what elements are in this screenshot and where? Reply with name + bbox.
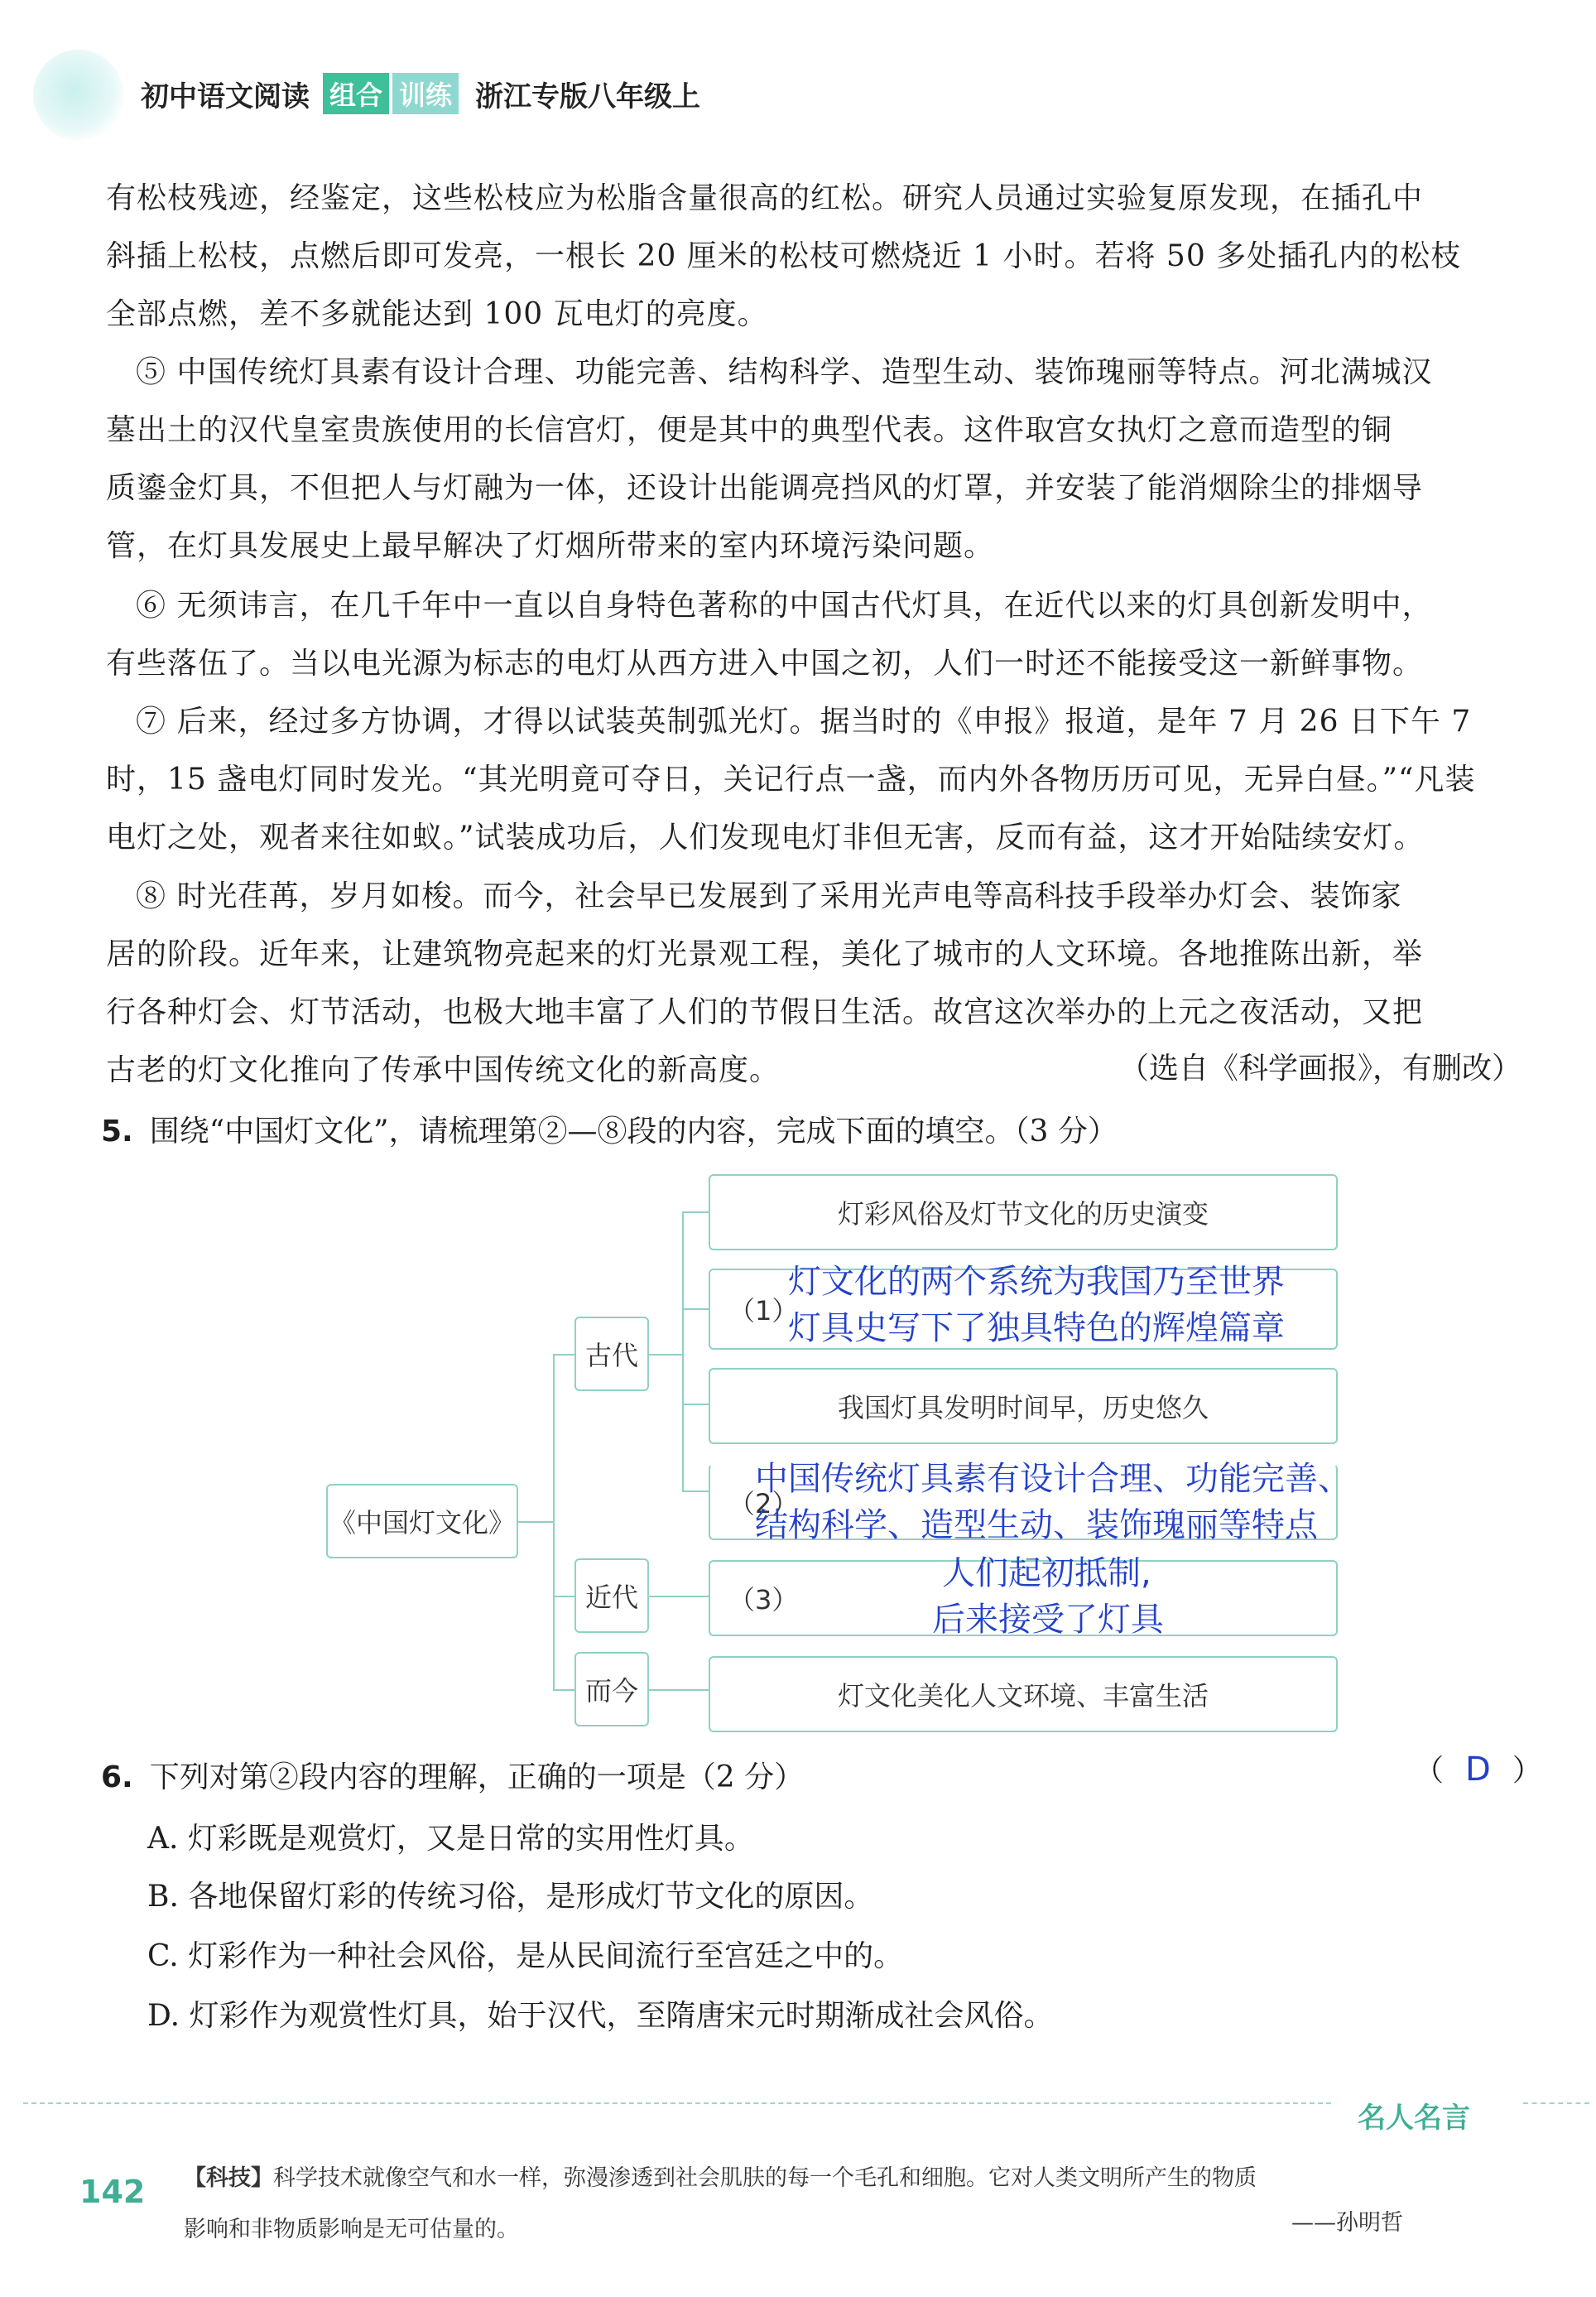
answer-line: 后来接受了灯具 [932, 1601, 1164, 1639]
paragraph-5 [106, 344, 1523, 575]
connector [682, 1404, 710, 1405]
text-line: ⑦ 后来，经过多方协调，才得以试装英制弧光灯。据当时的《申报》报道，是年 7 月 26 日下午 7 [136, 705, 1472, 739]
answer-line: 灯具史写下了独具特色的辉煌篇章 [788, 1309, 1285, 1347]
question-number: 5. [101, 1115, 133, 1148]
page-number: 142 [79, 2174, 146, 2210]
map-root [326, 1484, 518, 1558]
handwritten-answer-2 [755, 1456, 1351, 1548]
era-ancient [574, 1317, 649, 1391]
question-number: 6. [101, 1760, 133, 1794]
option-c[interactable]: C. 灯彩作为一种社会风俗，是从民间流行至宫廷之中的。 [147, 1939, 904, 1973]
answer-parentheses [1414, 1747, 1542, 1789]
connector [682, 1211, 710, 1213]
title-tag-training: 训练 [392, 73, 459, 114]
question-text: 下列对第②段内容的理解，正确的一项是（2 分） [149, 1760, 805, 1794]
blank-label: （2） [728, 1488, 799, 1519]
paren-open: （ [1414, 1754, 1445, 1788]
leaf-text: 灯彩风俗及灯节文化的历史演变 [837, 1198, 1209, 1230]
text-line: 居的阶段。近年来，让建筑物亮起来的灯光景观工程，美化了城市的人文环境。各地推陈出新，举 [106, 937, 1424, 971]
leaf-box-1 [709, 1174, 1338, 1250]
answer-line: 灯文化的两个系统为我国乃至世界 [788, 1263, 1285, 1301]
era-label: 而今 [584, 1675, 638, 1707]
era-label: 近代 [584, 1582, 638, 1613]
text-line: ⑥ 无须讳言，在几千年中一直以自身特色著称的中国古代灯具，在近代以来的灯具创新发明中， [136, 589, 1433, 623]
text-line: 有些落伍了。当以电光源为标志的电灯从西方进入中国之初，人们一时还不能接受这一新鲜事物。 [106, 647, 1424, 681]
connector [553, 1354, 555, 1690]
leaf-text: 灯文化美化人文环境、丰富生活 [837, 1680, 1209, 1712]
option-a[interactable]: A. 灯彩既是观赏灯，又是日常的实用性灯具。 [147, 1822, 754, 1856]
book-title [141, 73, 700, 114]
quote-keyword: 【科技】 [184, 2165, 273, 2191]
famous-quote [184, 2153, 1416, 2256]
blank-label: （1） [728, 1295, 799, 1327]
leaf-box-3 [709, 1368, 1338, 1444]
paragraph-6 [106, 577, 1523, 693]
text-line: 全部点燃，差不多就能达到 100 瓦电灯的亮度。 [106, 297, 768, 331]
quote-text: 影响和非物质影响是无可估量的。 [184, 2217, 519, 2242]
question-text: 围绕“中国灯文化”，请梳理第②—⑧段的内容，完成下面的填空。（3 分） [149, 1115, 1118, 1148]
famous-quote-tag: 名人名言 [1358, 2102, 1470, 2135]
title-tag-combo: 组合 [323, 73, 389, 114]
text-line: 管，在灯具发展史上最早解决了灯烟所带来的室内环境污染问题。 [106, 529, 995, 563]
passage-source: （选自《科学画报》，有删改） [1118, 1052, 1521, 1086]
book-name: 初中语文阅读 [141, 79, 310, 113]
text-line: ⑤ 中国传统灯具素有设计合理、功能完善、结构科学、造型生动、装饰瑰丽等特点。河北满城汉 [136, 355, 1433, 389]
text-line: 有松枝残迹，经鉴定，这些松枝应为松脂含量很高的红松。研究人员通过实验复原发现，在插孔中 [106, 181, 1424, 215]
option-b[interactable]: B. 各地保留灯彩的传统习俗，是形成灯节文化的原因。 [147, 1880, 874, 1914]
footer-divider [1523, 2102, 1589, 2104]
text-line: 电灯之处，观者来往如蚁。”试装成功后，人们发现电灯非但无害，反而有益，这才开始陆续安灯。 [106, 821, 1425, 855]
text-line: 行各种灯会、灯节活动，也极大地丰富了人们的节假日生活。故宫这次举办的上元之夜活动，又把 [106, 995, 1424, 1029]
answer-line: 结构科学、造型生动、装饰瑰丽等特点 [755, 1506, 1318, 1544]
leaf-box-6 [709, 1656, 1338, 1732]
handwritten-answer-1 [788, 1259, 1285, 1351]
question-6 [101, 1754, 804, 1796]
era-modern [574, 1558, 649, 1633]
text-line: 质鎏金灯具，不但把人与灯融为一体，还设计出能调亮挡风的灯罩，并安装了能消烟除尘的排烟导 [106, 471, 1424, 505]
text-line: 墓出土的汉代皇室贵族使用的长信宫灯，便是其中的典型代表。这件取宫女执灯之意而造型的铜 [106, 413, 1393, 447]
era-label: 古代 [584, 1340, 638, 1371]
paragraph-continued [106, 170, 1523, 344]
connector [649, 1596, 710, 1597]
blank-label: （3） [728, 1584, 799, 1616]
quote-author: ——孙明哲 [1291, 2210, 1403, 2236]
text-line: 斜插上松枝，点燃后即可发亮，一根长 20 厘米的松枝可燃烧近 1 小时。若将 50 多处插孔内的松枝 [106, 239, 1462, 273]
handwritten-answer-3 [932, 1550, 1164, 1643]
connector [553, 1354, 574, 1356]
paragraph-7 [106, 693, 1523, 867]
answer-line: 人们起初抵制, [942, 1554, 1151, 1592]
option-d[interactable]: D. 灯彩作为观赏性灯具，始于汉代，至隋唐宋元时期渐成社会风俗。 [147, 1999, 1054, 2033]
connector [518, 1521, 555, 1523]
text-line: ⑧ 时光荏苒，岁月如梭。而今，社会早已发展到了采用光声电等高科技手段举办灯会、装饰家 [136, 879, 1402, 913]
text-line: 古老的灯文化推向了传承中国传统文化的新高度。 [106, 1053, 781, 1087]
connector [553, 1596, 574, 1597]
header-decoration-icon [33, 50, 124, 141]
quote-text: 科学技术就像空气和水一样，弥漫渗透到社会肌肤的每一个毛孔和细胞。它对人类文明所产生的物质 [273, 2165, 1257, 2191]
question-5 [101, 1108, 1118, 1150]
paren-close: ） [1512, 1754, 1542, 1788]
map-root-label: 《中国灯文化》 [329, 1507, 515, 1539]
connector [682, 1308, 710, 1310]
answer-line: 中国传统灯具素有设计合理、功能完善、 [755, 1460, 1351, 1498]
connector [682, 1490, 710, 1492]
text-line: 时，15 盏电灯同时发光。“其光明竟可夺日，关记行点一盏，而内外各物历历可见，无异白昼。”“凡装 [106, 763, 1476, 797]
book-edition: 浙江专版八年级上 [475, 79, 701, 113]
footer-divider [23, 2102, 1331, 2104]
connector [682, 1211, 684, 1490]
era-today [574, 1652, 649, 1726]
connector [553, 1689, 574, 1691]
handwritten-choice: D [1465, 1750, 1491, 1789]
leaf-text: 我国灯具发明时间早，历史悠久 [837, 1392, 1209, 1423]
connector [649, 1689, 710, 1691]
page-header [33, 50, 1565, 141]
connector [649, 1354, 684, 1356]
